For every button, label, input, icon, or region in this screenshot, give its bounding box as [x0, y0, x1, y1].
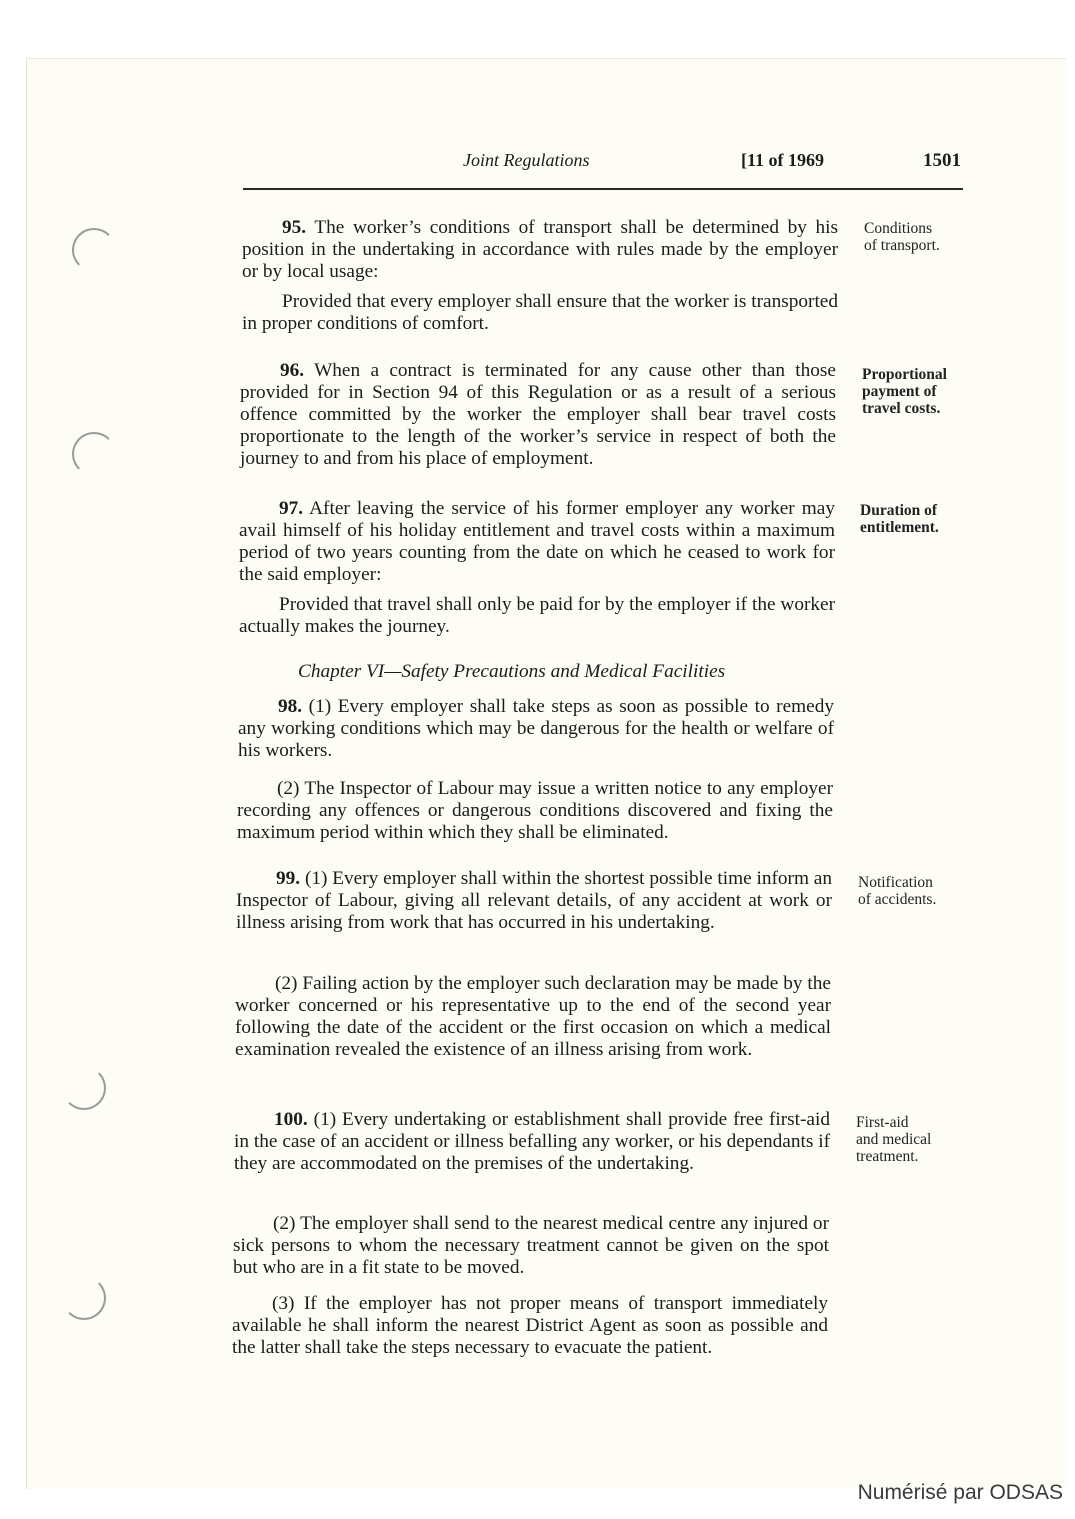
- section-97-proviso: Provided that travel shall only be paid for by the employer if the worker actually makes the journey.: [239, 594, 835, 637]
- punch-hole: [72, 432, 116, 476]
- section-98: [238, 696, 834, 762]
- section-text: The worker’s conditions of transport shall be determined by his position in the undertaking in accordance with rules made by the employer or by local usage:: [242, 217, 838, 282]
- margin-note-line: of accidents.: [858, 891, 937, 908]
- section-96: [240, 360, 836, 470]
- section-99-sub2: (2) Failing action by the employer such declaration may be made by the worker concerned or his representative up to the end of the second year following the date of the accident or the first occasion on which a medical examination revealed the existence of an illness arising from work.: [235, 973, 831, 1060]
- margin-note-line: of transport.: [864, 237, 940, 254]
- section-text: (1) Every employer shall within the shortest possible time inform an Inspector of Labour, giving all relevant details, of any accident at work or illness arising from work that has occurred in his undertaking.: [236, 868, 832, 933]
- margin-note-line: Notification: [858, 874, 933, 891]
- section-100: [234, 1109, 830, 1175]
- header-title: Joint Regulations: [463, 150, 590, 170]
- margin-note-99: [858, 874, 936, 908]
- section-number: 97.: [279, 498, 304, 519]
- section-number: 98.: [278, 696, 303, 717]
- margin-note-line: Proportional: [862, 366, 947, 383]
- margin-note-line: treatment.: [856, 1148, 919, 1165]
- punch-hole: [72, 228, 116, 272]
- section-100-sub3: (3) If the employer has not proper means of transport immediately available he shall inform the nearest District Agent as soon as possible and the latter shall take the steps necessary to evacuate the patient.: [232, 1293, 828, 1358]
- section-97: [239, 498, 835, 586]
- section-text: (1) Every employer shall take steps as soon as possible to remedy any working conditions which may be dangerous for the health or welfare of his workers.: [238, 696, 834, 761]
- margin-note-line: entitlement.: [860, 519, 939, 536]
- margin-note-97: [860, 502, 939, 536]
- margin-note-100: [856, 1114, 931, 1165]
- margin-note-line: Conditions: [864, 220, 933, 237]
- section-text: When a contract is terminated for any cause other than those provided for in Section 94 of this Regulation or as a result of a serious offence committed by the worker the employer shall bear travel costs proportionate to the length of the worker’s service in respect of both the journey to and from his place of employment.: [240, 360, 836, 469]
- page-number: 1501: [923, 150, 961, 171]
- header-reference: [11 of 1969: [741, 150, 824, 170]
- running-header: [243, 148, 963, 178]
- margin-note-line: and medical: [856, 1131, 932, 1148]
- section-95-proviso: Provided that every employer shall ensure that the worker is transported in proper conditions of comfort.: [242, 291, 838, 334]
- margin-note-95: [864, 220, 940, 254]
- section-number: 95.: [282, 217, 307, 238]
- section-98-sub2: (2) The Inspector of Labour may issue a written notice to any employer recording any offences or dangerous conditions discovered and fixing the maximum period within which they shall be eliminated.: [237, 778, 833, 843]
- section-95: [242, 217, 838, 283]
- punch-hole: [62, 1276, 106, 1320]
- section-number: 96.: [280, 360, 305, 381]
- margin-note-line: First-aid: [856, 1114, 909, 1131]
- scan-credit: Numérisé par ODSAS: [857, 1481, 1063, 1504]
- section-99: [236, 868, 832, 934]
- punch-hole: [62, 1066, 106, 1110]
- section-text: (1) Every undertaking or establishment shall provide free first-aid in the case of an accident or illness befalling any worker, or his dependants if they are accommodated on the premises of the undertaking.: [234, 1109, 830, 1174]
- chapter-heading: Chapter VI—Safety Precautions and Medical Facilities: [298, 661, 726, 682]
- section-number: 100.: [274, 1109, 308, 1130]
- section-100-sub2: (2) The employer shall send to the nearest medical centre any injured or sick persons to whom the necessary treatment cannot be given on the spot but who are in a fit state to be moved.: [233, 1213, 829, 1278]
- margin-note-line: payment of: [862, 383, 937, 400]
- section-number: 99.: [276, 868, 301, 889]
- margin-note-line: Duration of: [860, 502, 938, 519]
- margin-note-96: [862, 366, 947, 417]
- margin-note-line: travel costs.: [862, 400, 941, 417]
- header-rule: [243, 188, 963, 190]
- section-text: After leaving the service of his former employer any worker may avail himself of his holiday entitlement and travel costs within a maximum period of two years counting from the date on which he ceased to work for the said employer:: [239, 498, 835, 585]
